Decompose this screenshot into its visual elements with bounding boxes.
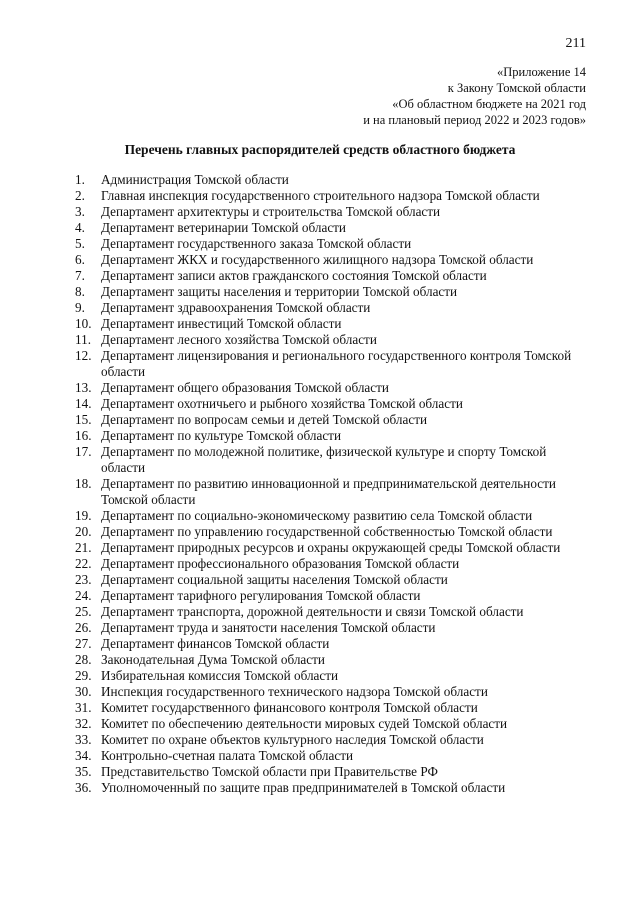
list-item-number: 21.	[75, 540, 92, 555]
list-item-number: 4.	[75, 220, 85, 235]
list-item	[75, 764, 585, 780]
list-item	[75, 300, 585, 316]
list-item-number: 11.	[75, 332, 91, 347]
list-item-number: 8.	[75, 284, 85, 299]
list-item-text: Департамент по управлению государственной собственностью Томской области	[101, 524, 553, 539]
list-item	[75, 284, 585, 300]
list-item	[75, 348, 585, 380]
list-item-number: 6.	[75, 252, 85, 267]
list-item	[75, 668, 585, 684]
list-item-number: 33.	[75, 732, 92, 747]
list-item-text: Департамент архитектуры и строительства Томской области	[101, 204, 441, 219]
list-item-number: 16.	[75, 428, 92, 443]
list-item-number: 35.	[75, 764, 92, 779]
list-item-text: Департамент инвестиций Томской области	[101, 316, 342, 331]
list-item-text: Департамент общего образования Томской области	[101, 380, 389, 395]
list-item-text: Избирательная комиссия Томской области	[101, 668, 339, 683]
list-item-number: 3.	[75, 204, 85, 219]
list-item-text: Департамент труда и занятости населения Томской области	[101, 620, 436, 635]
list-item-text: Департамент природных ресурсов и охраны окружающей среды Томской области	[101, 540, 561, 555]
list-item-text: Департамент тарифного регулирования Томской области	[101, 588, 421, 603]
list-item-text: Администрация Томской области	[101, 172, 289, 187]
list-item-number: 5.	[75, 236, 85, 251]
list-item	[75, 428, 585, 444]
list-item	[75, 780, 585, 796]
list-item-text: Департамент финансов Томской области	[101, 636, 330, 651]
list-item-text: Департамент по молодежной политике, физической культуре и спорту Томской области	[101, 444, 547, 475]
list-item	[75, 332, 585, 348]
list-item	[75, 188, 585, 204]
list-item	[75, 508, 585, 524]
list-item-number: 20.	[75, 524, 92, 539]
list-item-text: Департамент здравоохранения Томской области	[101, 300, 371, 315]
list-item-number: 17.	[75, 444, 92, 459]
list-item-text: Департамент по социально-экономическому развитию села Томской области	[101, 508, 533, 523]
appendix-line: и на плановый период 2022 и 2023 годов»	[363, 113, 586, 127]
list-item-text: Департамент государственного заказа Томской области	[101, 236, 412, 251]
list-item	[75, 540, 585, 556]
list-item	[75, 316, 585, 332]
list-item-text: Департамент лесного хозяйства Томской области	[101, 332, 377, 347]
list-item-number: 7.	[75, 268, 85, 283]
list-item	[75, 572, 585, 588]
list-item-number: 15.	[75, 412, 92, 427]
list-item-number: 2.	[75, 188, 85, 203]
list-item-text: Законодательная Дума Томской области	[101, 652, 325, 667]
list-item-text: Инспекция государственного технического надзора Томской области	[101, 684, 488, 699]
list-item	[75, 412, 585, 428]
list-item	[75, 684, 585, 700]
list-item-text: Главная инспекция государственного строительного надзора Томской области	[101, 188, 540, 203]
list-item	[75, 268, 585, 284]
list-item	[75, 652, 585, 668]
list-item	[75, 444, 585, 476]
list-item-text: Департамент по вопросам семьи и детей Томской области	[101, 412, 428, 427]
list-item	[75, 524, 585, 540]
page-number: 211	[565, 36, 586, 51]
list-item-number: 34.	[75, 748, 92, 763]
appendix-line: «Приложение 14	[497, 65, 586, 79]
list-item	[75, 380, 585, 396]
list-item	[75, 604, 585, 620]
list-item	[75, 236, 585, 252]
list-item-number: 14.	[75, 396, 92, 411]
list-item-number: 28.	[75, 652, 92, 667]
list-item-number: 29.	[75, 668, 92, 683]
list-item-text: Департамент лицензирования и регионального государственного контроля Томской области	[101, 348, 572, 379]
list-item-text: Комитет государственного финансового контроля Томской области	[101, 700, 478, 715]
list-item	[75, 172, 585, 188]
list-item-text: Департамент защиты населения и территории Томской области	[101, 284, 458, 299]
distributor-list	[75, 172, 585, 796]
list-item-number: 32.	[75, 716, 92, 731]
list-item-number: 31.	[75, 700, 92, 715]
list-item	[75, 396, 585, 412]
list-item-number: 10.	[75, 316, 92, 331]
list-item-text: Департамент по развитию инновационной и предпринимательской деятельности Томской области	[101, 476, 556, 507]
list-item-number: 12.	[75, 348, 92, 363]
list-item-text: Комитет по обеспечению деятельности мировых судей Томской области	[101, 716, 508, 731]
list-item-text: Департамент охотничьего и рыбного хозяйства Томской области	[101, 396, 463, 411]
list-item	[75, 620, 585, 636]
list-item-text: Департамент ветеринарии Томской области	[101, 220, 346, 235]
list-item-number: 1.	[75, 172, 85, 187]
list-item-number: 9.	[75, 300, 85, 315]
list-item-number: 30.	[75, 684, 92, 699]
list-item-number: 19.	[75, 508, 92, 523]
list-item	[75, 556, 585, 572]
list-item	[75, 716, 585, 732]
list-item	[75, 204, 585, 220]
list-item-number: 18.	[75, 476, 92, 491]
appendix-header	[363, 64, 586, 128]
list-item-text: Уполномоченный по защите прав предпринимателей в Томской области	[101, 780, 506, 795]
list-item-text: Департамент ЖКХ и государственного жилищного надзора Томской области	[101, 252, 534, 267]
list-item-text: Департамент транспорта, дорожной деятельности и связи Томской области	[101, 604, 524, 619]
appendix-line: «Об областном бюджете на 2021 год	[392, 97, 586, 111]
list-item-text: Представительство Томской области при Правительстве РФ	[101, 764, 438, 779]
list-item-text: Контрольно-счетная палата Томской области	[101, 748, 354, 763]
list-item	[75, 700, 585, 716]
list-item	[75, 748, 585, 764]
list-item-text: Департамент социальной защиты населения Томской области	[101, 572, 448, 587]
list-item	[75, 252, 585, 268]
list-item-number: 25.	[75, 604, 92, 619]
list-item-text: Департамент по культуре Томской области	[101, 428, 342, 443]
list-item-text: Департамент записи актов гражданского состояния Томской области	[101, 268, 487, 283]
appendix-line: к Закону Томской области	[447, 81, 586, 95]
list-item-number: 22.	[75, 556, 92, 571]
list-item	[75, 732, 585, 748]
list-item-text: Комитет по охране объектов культурного наследия Томской области	[101, 732, 484, 747]
list-item-number: 24.	[75, 588, 92, 603]
list-item-number: 23.	[75, 572, 92, 587]
list-item-number: 36.	[75, 780, 92, 795]
list-item	[75, 588, 585, 604]
list-item-number: 13.	[75, 380, 92, 395]
list-item-number: 27.	[75, 636, 92, 651]
list-item	[75, 220, 585, 236]
list-item	[75, 636, 585, 652]
list-item-number: 26.	[75, 620, 92, 635]
list-item-text: Департамент профессионального образования Томской области	[101, 556, 460, 571]
list-title: Перечень главных распорядителей средств областного бюджета	[124, 142, 516, 157]
list-item	[75, 476, 585, 508]
